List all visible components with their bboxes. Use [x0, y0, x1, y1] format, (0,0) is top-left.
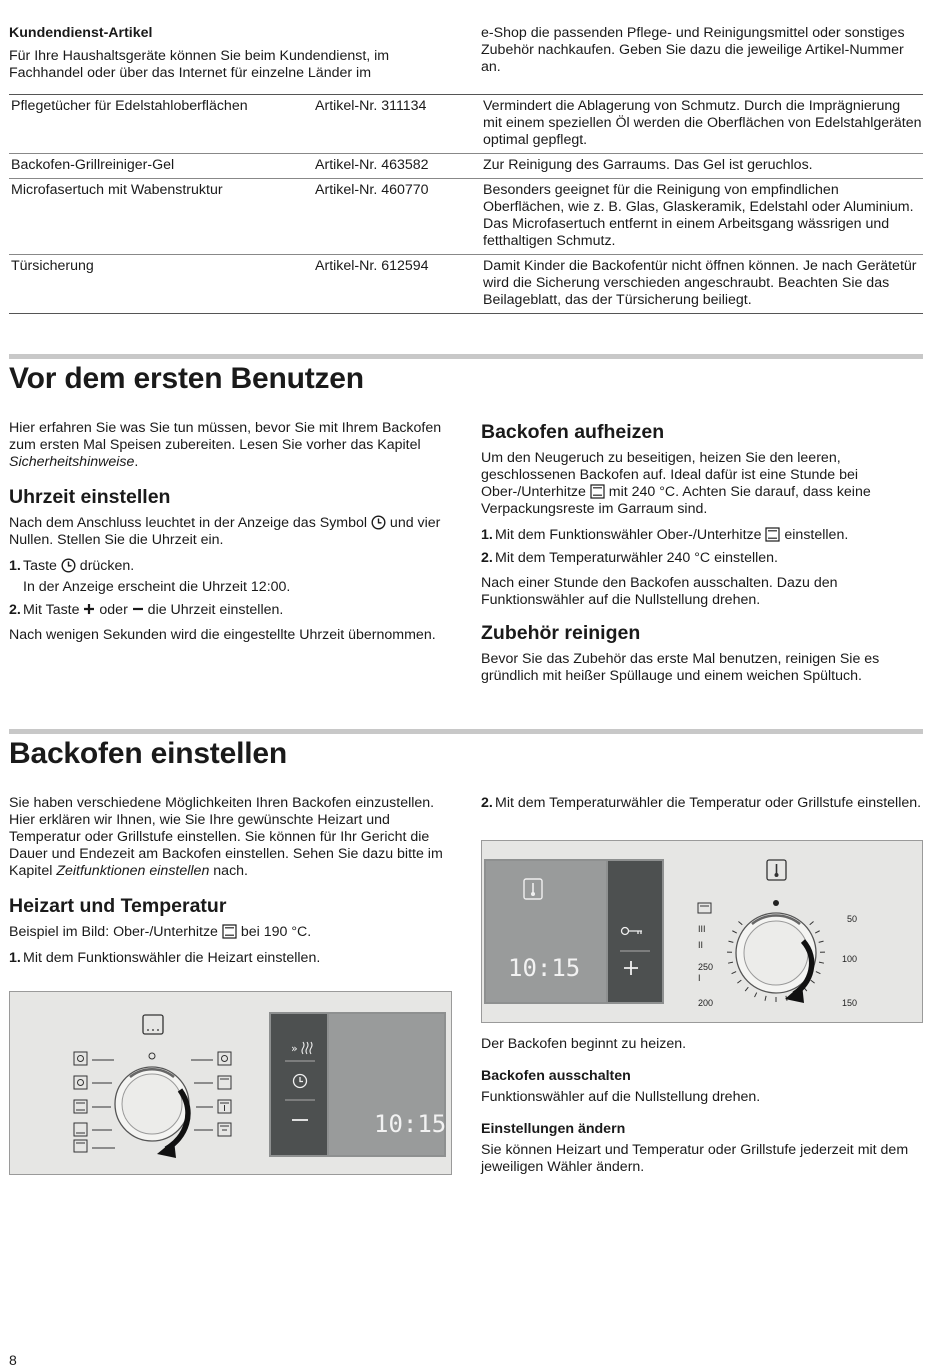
accessory-description: Zur Reinigung des Garraums. Das Gel ist geruchlos. [481, 154, 923, 179]
step-text-2: einstellen. [780, 527, 849, 543]
aufheizen-step-2 [481, 550, 923, 567]
heizart-example [9, 924, 454, 941]
function-selector-panel-illustration [9, 991, 452, 1175]
accessory-name: Pflegetücher für Edelstahloberflächen [9, 95, 313, 154]
scale-tick [810, 922, 814, 925]
scale-tick [737, 980, 741, 983]
backofen-einstellen-left-column [9, 795, 454, 973]
display-time: 10:15 [508, 954, 581, 982]
rapid-heat-icon: » [291, 1042, 298, 1055]
heading-einstellungen-aendern: Einstellungen ändern [481, 1121, 626, 1137]
heizart-step-1 [9, 950, 454, 967]
scale-label-r3: 150 [842, 998, 858, 1008]
heizart-text-2: bei 190 °C. [236, 924, 312, 940]
scale-label-r2: 100 [842, 954, 858, 964]
vor-dem-ersten-left-column [9, 420, 454, 653]
temperature-selector-panel-illustration [481, 840, 923, 1023]
uhrzeit-paragraph-2: Nach wenigen Sekunden wird die eingestellte Uhrzeit übernommen. [9, 627, 436, 643]
accessory-description: Besonders geeignet für die Reinigung von empfindlichen Oberflächen, wie z. B. Glas, Glaskeramik, Edelstahl oder Aluminium. Das Microfasertuch entfernt in einem Arbeitsgang wässrigen und fetthaltigen Schmutz. [481, 179, 923, 255]
top-bottom-heat-icon [765, 527, 780, 542]
heading-heizart-und-temperatur: Heizart und Temperatur [9, 895, 227, 917]
step-text-2: oder [95, 602, 132, 618]
heading-uhrzeit-einstellen: Uhrzeit einstellen [9, 486, 171, 508]
function-zero-icon [143, 1015, 163, 1034]
control-button-strip [271, 1014, 327, 1155]
scale-label-l5: 200 [698, 998, 714, 1008]
heizart-text: Beispiel im Bild: Ober-/Unterhitze [9, 924, 222, 940]
step-text: Mit dem Temperaturwähler 240 °C einstellen. [495, 550, 778, 566]
backofen-einstellen-intro [9, 795, 454, 880]
scale-tick [815, 931, 819, 933]
section-divider [9, 354, 923, 359]
kundendienst-intro-right: e-Shop die passenden Pflege- und Reinigungsmittel oder sonstiges Zubehör nachkaufen. Geben Sie dazu die jeweilige Artikel-Nummer an. [481, 25, 905, 75]
step-text-3: die Uhrzeit einstellen. [143, 602, 284, 618]
step-number: 2. [9, 602, 21, 618]
accessory-table [9, 94, 923, 314]
backofen-einstellen-right-bottom [481, 1036, 923, 1185]
accessory-name: Türsicherung [9, 255, 313, 314]
accessory-article-number: Artikel-Nr. 612594 [313, 255, 481, 314]
intro-text-end: nach. [209, 863, 248, 879]
top-bottom-heat-icon [222, 924, 237, 939]
scale-tick [745, 987, 748, 991]
page-number: 8 [9, 1352, 17, 1368]
scale-tick [816, 972, 821, 974]
heizart-step-2 [481, 795, 923, 812]
accessory-row [9, 95, 923, 154]
accessory-article-number: Artikel-Nr. 311134 [313, 95, 481, 154]
kundendienst-title: Kundendienst-Artikel [9, 25, 153, 41]
accessory-row [9, 179, 923, 255]
heading-zubehoer-reinigen: Zubehör reinigen [481, 622, 641, 644]
minus-icon [132, 603, 144, 615]
intro-text-end: . [134, 454, 139, 470]
section-title-vor-dem-ersten-benutzen: Vor dem ersten Benutzen [9, 362, 364, 395]
aufheizen-paragraph-2: Nach einer Stunde den Backofen ausschalten. Dazu den Funktionswähler auf die Nullstellung drehen. [481, 575, 838, 608]
uhrzeit-step-1 [9, 558, 454, 596]
step-text: Mit dem Funktionswähler die Heizart einstellen. [23, 950, 321, 966]
scale-tick [819, 962, 824, 963]
step-text: Taste [23, 558, 61, 574]
accessory-row [9, 154, 923, 179]
step-text: Mit dem Temperaturwähler die Temperatur oder Grillstufe einstellen. [495, 795, 922, 811]
aendern-text: Sie können Heizart und Temperatur oder Grillstufe jederzeit mit dem jeweiligen Wähler ändern. [481, 1142, 909, 1175]
plus-icon [83, 603, 95, 615]
scale-label-l4: I [698, 973, 701, 983]
ausschalten-text: Funktionswähler auf die Nullstellung drehen. [481, 1089, 761, 1105]
display-time: 10:15 [374, 1110, 447, 1138]
accessory-description: Vermindert die Ablagerung von Schmutz. Durch die Imprägnierung mit einem speziellen Öl werden die Oberflächen von Edelstahlgeräten optimal gepflegt. [481, 95, 923, 154]
intro-text: Sie haben verschiedene Möglichkeiten Ihren Backofen einzustellen. Hier erklären wir Ihnen, wie Sie Ihre gewünschte Heizart und Temperatur oder Grillstufe einstellen. Sie können für Ihr Gericht die Dauer und Endezeit am Backofen einstellen. Sehen Sie dazu bitte im Kapitel [9, 795, 443, 879]
accessory-article-number: Artikel-Nr. 463582 [313, 154, 481, 179]
accessory-article-number: Artikel-Nr. 460770 [313, 179, 481, 255]
section-title-backofen-einstellen: Backofen einstellen [9, 737, 287, 770]
top-bottom-heat-icon [590, 484, 605, 499]
scale-tick [728, 962, 733, 963]
function-selector-panel-graphic [10, 992, 451, 1174]
kundendienst-intro-left: Für Ihre Haushaltsgeräte können Sie beim Kundendienst, im Fachhandel oder über das Internet für einzelne Länder im [9, 48, 390, 81]
aufheizen-text: Um den Neugeruch zu beseitigen, heizen Sie den leeren, geschlossenen Backofen auf. Ideal dafür ist eine Stunde bei Ober-/Unterhitze [481, 450, 859, 500]
step-number: 2. [481, 550, 493, 566]
scale-tick [732, 972, 737, 974]
zubehoer-paragraph: Bevor Sie das Zubehör das erste Mal benutzen, reinigen Sie es gründlich mit heißer Spüllauge und einem weichen Spültuch. [481, 651, 880, 684]
intro-reference: Zeitfunktionen einstellen [56, 863, 210, 879]
scale-label-l1: III [698, 924, 706, 934]
kundendienst-left-column [9, 25, 449, 82]
scale-tick [728, 941, 733, 942]
function-selector-knob [115, 1067, 189, 1141]
scale-label-l2: II [698, 940, 704, 950]
step-text-2: drücken. [75, 558, 135, 574]
scale-tick [765, 996, 766, 1001]
clock-icon [61, 558, 76, 573]
scale-tick [738, 922, 742, 925]
left-function-icons [74, 1052, 115, 1152]
step-number: 1. [9, 950, 21, 966]
uhrzeit-text: Nach dem Anschluss leuchtet in der Anzeige das Symbol [9, 515, 371, 531]
intro-reference: Sicherheitshinweise [9, 454, 135, 470]
step-text: Mit dem Funktionswähler Ober-/Unterhitze [495, 527, 766, 543]
step-text: Mit Taste [23, 602, 84, 618]
scale-tick [819, 941, 824, 942]
accessory-description: Damit Kinder die Backofentür nicht öffnen können. Je nach Gerätetür wird die Sicherung verschieden angeschraubt. Beachten Sie das Beilageblatt, das der Türsicherung beiliegt. [481, 255, 923, 314]
intro-text: Hier erfahren Sie was Sie tun müssen, bevor Sie mit Ihrem Backofen zum ersten Mal Speisen zubereiten. Lesen Sie vorher das Kapitel [9, 420, 442, 453]
step-number: 2. [481, 795, 493, 811]
accessory-row [9, 255, 923, 314]
heating-starts-text: Der Backofen beginnt zu heizen. [481, 1036, 687, 1052]
temperature-selector-icon [767, 860, 786, 880]
step-result: In der Anzeige erscheint die Uhrzeit 12:00. [23, 579, 291, 595]
accessory-name: Backofen-Grillreiniger-Gel [9, 154, 313, 179]
scale-label-r1: 50 [847, 914, 858, 924]
scale-tick [811, 980, 815, 983]
temperature-selector-panel-graphic [482, 841, 922, 1022]
scale-label-l3: 250 [698, 962, 714, 972]
heading-backofen-ausschalten: Backofen ausschalten [481, 1068, 631, 1084]
scale-tick [755, 993, 757, 997]
section-divider [9, 729, 923, 734]
vor-dem-ersten-intro [9, 420, 454, 471]
aufheizen-step-1 [481, 527, 923, 544]
step-number: 1. [481, 527, 493, 543]
accessory-name: Microfasertuch mit Wabenstruktur [9, 179, 313, 255]
backofen-einstellen-right-column [481, 795, 923, 818]
uhrzeit-text-2: und vier Nullen. Stellen Sie die Uhrzeit ein. [9, 515, 441, 548]
right-function-icons [191, 1052, 231, 1136]
scale-tick [732, 931, 736, 933]
clock-icon [371, 515, 386, 530]
heading-backofen-aufheizen: Backofen aufheizen [481, 421, 665, 443]
grill-level-icon [698, 903, 711, 913]
vor-dem-ersten-right-column [481, 420, 923, 694]
aufheizen-paragraph-1 [481, 450, 923, 518]
uhrzeit-paragraph-1 [9, 515, 454, 549]
uhrzeit-step-2 [9, 602, 454, 619]
aufheizen-text-2: mit 240 °C. Achten Sie darauf, dass keine Verpackungsreste im Garraum sind. [481, 484, 871, 517]
step-number: 1. [9, 558, 21, 574]
